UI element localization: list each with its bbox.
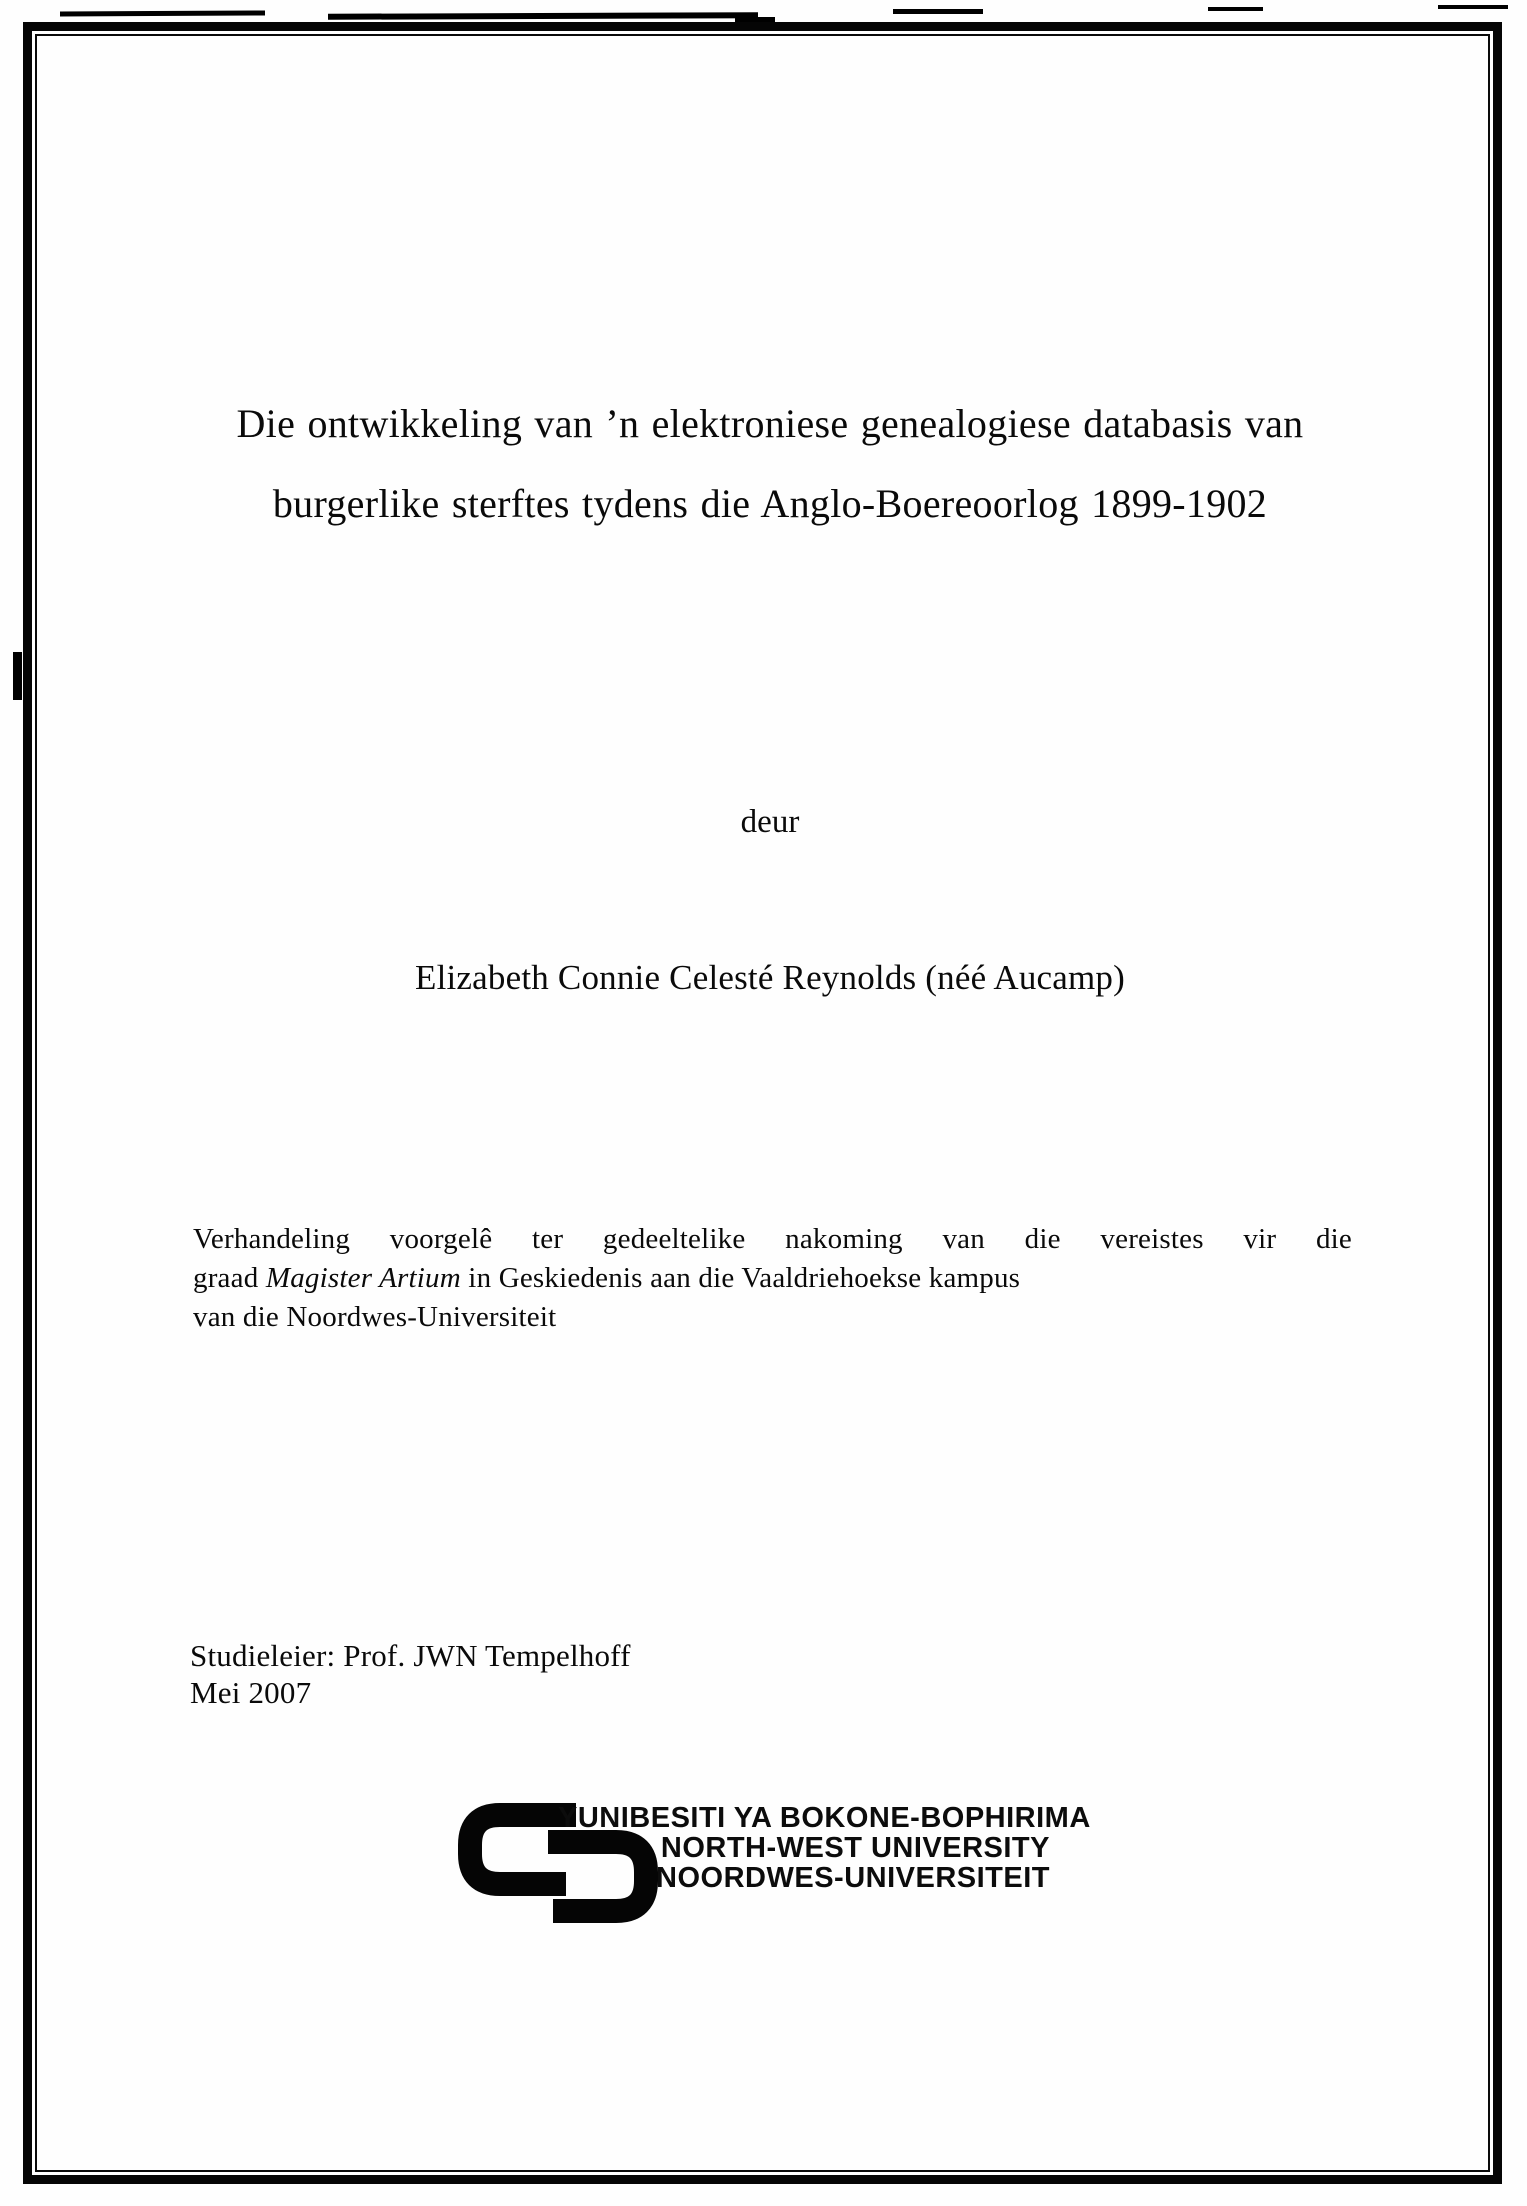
date-line: Mei 2007 — [190, 1675, 312, 1710]
scan-artifact — [13, 652, 22, 700]
scan-artifact — [1208, 7, 1263, 11]
supervisor-line: Studieleier: Prof. JWN Tempelhoff — [190, 1638, 631, 1673]
logo-text-english: NORTH-WEST UNIVERSITY — [660, 1832, 1050, 1864]
byline-preposition: deur — [740, 804, 800, 840]
logo-text-afrikaans: NOORDWES-UNIVERSITEIT — [656, 1862, 1050, 1894]
thesis-statement — [193, 1220, 1352, 1337]
statement-line2-suffix: in Geskiedenis aan die Vaaldriehoekse kampus — [460, 1262, 1021, 1294]
scan-artifact — [60, 10, 265, 16]
supervisor-block — [190, 1637, 631, 1711]
scan-artifact — [328, 12, 758, 20]
logo-text-setswana: YUNIBESITI YA BOKONE-BOPHIRIMA — [558, 1802, 1091, 1834]
university-logo-text — [558, 1802, 1091, 1894]
statement-line2 — [193, 1259, 1352, 1298]
thesis-title-line2: burgerlike sterftes tydens die Anglo-Boereoorlog 1899-1902 — [272, 481, 1268, 526]
scan-artifact — [1438, 5, 1508, 9]
author-name: Elizabeth Connie Celesté Reynolds (néé Aucamp) — [415, 958, 1125, 997]
statement-line2-prefix: graad — [193, 1262, 266, 1294]
statement-line3: van die Noordwes-Universiteit — [193, 1301, 557, 1333]
thesis-title — [20, 384, 1520, 544]
statement-line1: Verhandeling voorgelê ter gedeeltelike nakoming van die vereistes vir die — [193, 1223, 1352, 1255]
scan-artifact — [893, 9, 983, 14]
thesis-title-line1: Die ontwikkeling van ’n elektroniese genealogiese databasis van — [236, 401, 1304, 446]
degree-name: Magister Artium — [265, 1262, 461, 1294]
